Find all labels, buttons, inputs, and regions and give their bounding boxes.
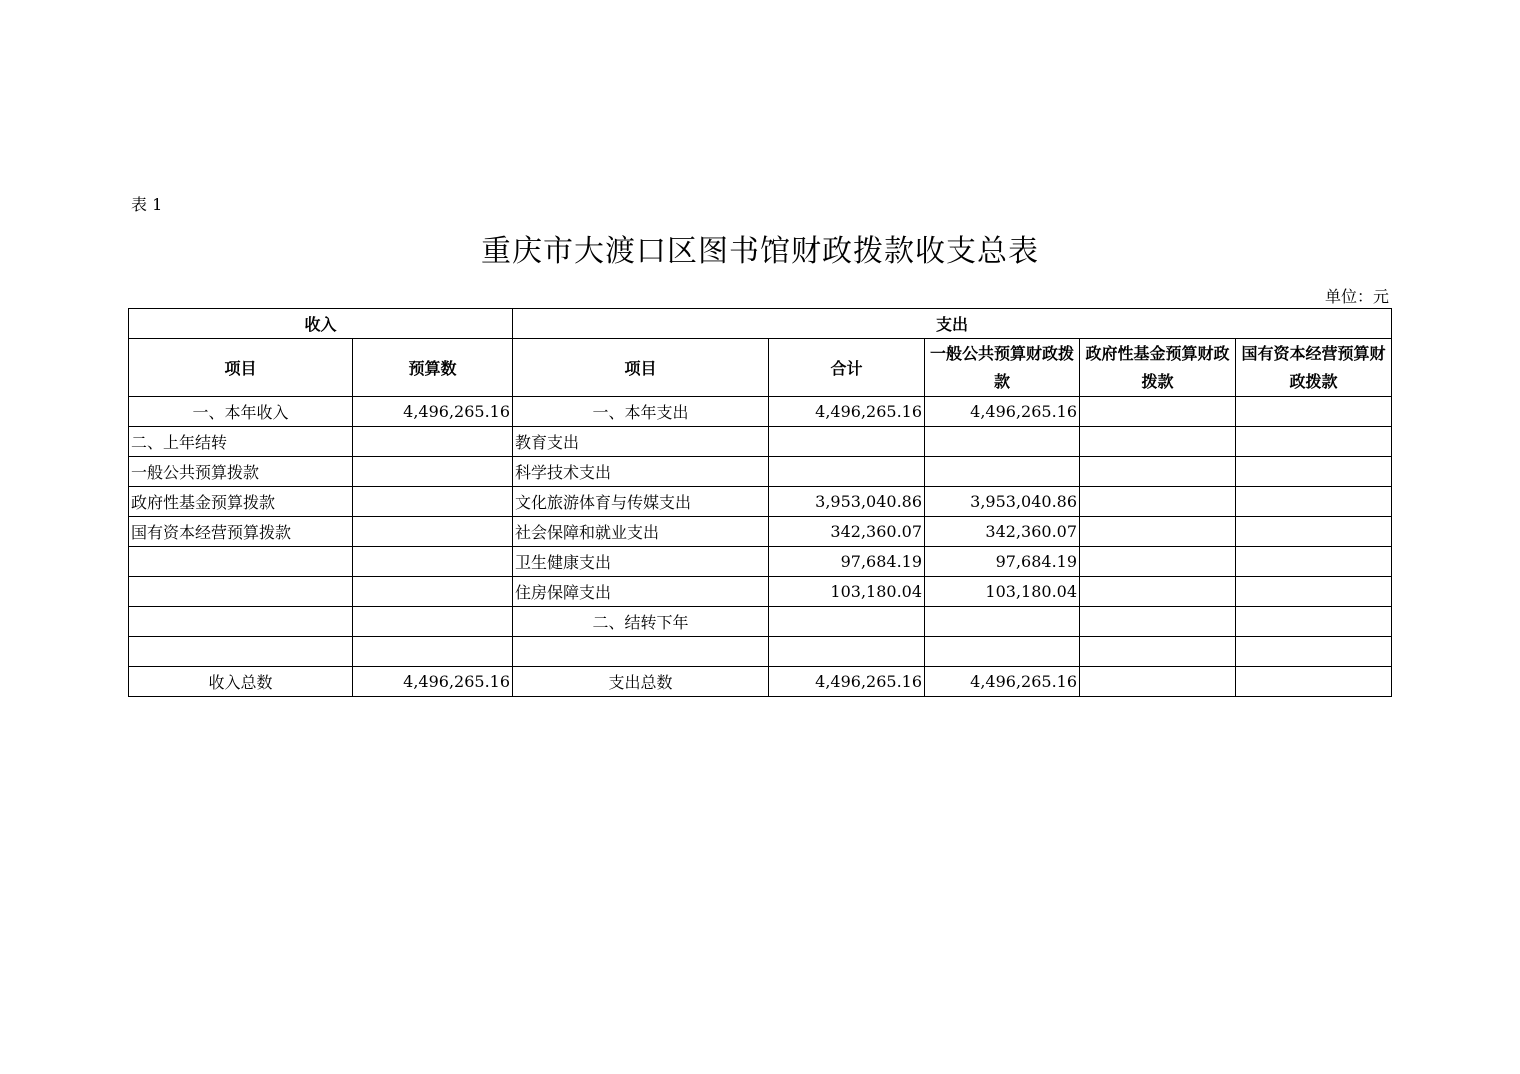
general-budget: 342,360.07 bbox=[925, 517, 1080, 547]
state-capital bbox=[1236, 577, 1392, 607]
expense-item: 二、结转下年 bbox=[513, 607, 769, 637]
state-capital bbox=[1236, 487, 1392, 517]
table-row bbox=[129, 517, 1392, 547]
expense-total bbox=[769, 607, 925, 637]
expense-total: 4,496,265.16 bbox=[769, 397, 925, 427]
expense-total: 97,684.19 bbox=[769, 547, 925, 577]
general-budget bbox=[925, 457, 1080, 487]
table-number: 表 1 bbox=[131, 195, 163, 214]
income-budget: 4,496,265.16 bbox=[353, 397, 513, 427]
income-item-header: 项目 bbox=[129, 339, 353, 397]
fund-budget bbox=[1080, 487, 1236, 517]
state-capital bbox=[1236, 457, 1392, 487]
expense-item: 卫生健康支出 bbox=[513, 547, 769, 577]
fund-budget bbox=[1080, 397, 1236, 427]
income-item: 二、上年结转 bbox=[129, 427, 353, 457]
income-item: 一般公共预算拨款 bbox=[129, 457, 353, 487]
state-capital bbox=[1236, 547, 1392, 577]
expense-total: 4,496,265.16 bbox=[769, 667, 925, 697]
general-budget: 4,496,265.16 bbox=[925, 667, 1080, 697]
income-budget bbox=[353, 577, 513, 607]
expense-item: 文化旅游体育与传媒支出 bbox=[513, 487, 769, 517]
table-row bbox=[129, 547, 1392, 577]
expense-item-header: 项目 bbox=[513, 339, 769, 397]
table-row bbox=[129, 607, 1392, 637]
state-capital bbox=[1236, 667, 1392, 697]
table-row bbox=[129, 487, 1392, 517]
fund-budget bbox=[1080, 457, 1236, 487]
general-budget-header: 一般公共预算财政拨款 bbox=[925, 339, 1080, 397]
general-budget bbox=[925, 637, 1080, 667]
expense-item: 教育支出 bbox=[513, 427, 769, 457]
income-header: 收入 bbox=[129, 309, 513, 339]
general-budget bbox=[925, 427, 1080, 457]
expense-item: 科学技术支出 bbox=[513, 457, 769, 487]
fund-budget bbox=[1080, 637, 1236, 667]
income-item: 一、本年收入 bbox=[129, 397, 353, 427]
income-budget: 4,496,265.16 bbox=[353, 667, 513, 697]
expense-item: 支出总数 bbox=[513, 667, 769, 697]
fund-budget-header: 政府性基金预算财政拨款 bbox=[1080, 339, 1236, 397]
income-budget bbox=[353, 487, 513, 517]
general-budget bbox=[925, 607, 1080, 637]
expense-item: 一、本年支出 bbox=[513, 397, 769, 427]
fund-budget bbox=[1080, 517, 1236, 547]
income-budget bbox=[353, 607, 513, 637]
state-capital bbox=[1236, 427, 1392, 457]
income-item bbox=[129, 547, 353, 577]
income-budget-header: 预算数 bbox=[353, 339, 513, 397]
fund-budget bbox=[1080, 547, 1236, 577]
table-row bbox=[129, 637, 1392, 667]
income-item: 政府性基金预算拨款 bbox=[129, 487, 353, 517]
fund-budget bbox=[1080, 607, 1236, 637]
state-capital bbox=[1236, 397, 1392, 427]
expense-item bbox=[513, 637, 769, 667]
table-row-total bbox=[129, 667, 1392, 697]
fund-budget bbox=[1080, 577, 1236, 607]
table-row bbox=[129, 457, 1392, 487]
page-title: 重庆市大渡口区图书馆财政拨款收支总表 bbox=[481, 234, 1039, 269]
expense-total bbox=[769, 637, 925, 667]
income-item bbox=[129, 637, 353, 667]
income-budget bbox=[353, 517, 513, 547]
expense-total bbox=[769, 457, 925, 487]
income-budget bbox=[353, 427, 513, 457]
state-capital bbox=[1236, 637, 1392, 667]
table-row bbox=[129, 577, 1392, 607]
expense-item: 住房保障支出 bbox=[513, 577, 769, 607]
table-row bbox=[129, 427, 1392, 457]
expense-total bbox=[769, 427, 925, 457]
income-budget bbox=[353, 457, 513, 487]
general-budget: 103,180.04 bbox=[925, 577, 1080, 607]
state-capital bbox=[1236, 607, 1392, 637]
income-item: 国有资本经营预算拨款 bbox=[129, 517, 353, 547]
income-item: 收入总数 bbox=[129, 667, 353, 697]
fund-budget bbox=[1080, 667, 1236, 697]
table-row bbox=[129, 397, 1392, 427]
general-budget: 4,496,265.16 bbox=[925, 397, 1080, 427]
general-budget: 97,684.19 bbox=[925, 547, 1080, 577]
finance-table bbox=[128, 308, 1392, 697]
general-budget: 3,953,040.86 bbox=[925, 487, 1080, 517]
expense-total: 342,360.07 bbox=[769, 517, 925, 547]
expense-total: 3,953,040.86 bbox=[769, 487, 925, 517]
expense-item: 社会保障和就业支出 bbox=[513, 517, 769, 547]
income-item bbox=[129, 607, 353, 637]
table-body bbox=[129, 397, 1392, 697]
state-capital bbox=[1236, 517, 1392, 547]
expense-header: 支出 bbox=[513, 309, 1392, 339]
expense-total-header: 合计 bbox=[769, 339, 925, 397]
income-budget bbox=[353, 637, 513, 667]
expense-total: 103,180.04 bbox=[769, 577, 925, 607]
unit-label: 单位：元 bbox=[1324, 287, 1389, 306]
income-budget bbox=[353, 547, 513, 577]
income-item bbox=[129, 577, 353, 607]
fund-budget bbox=[1080, 427, 1236, 457]
state-capital-header: 国有资本经营预算财政拨款 bbox=[1236, 339, 1392, 397]
